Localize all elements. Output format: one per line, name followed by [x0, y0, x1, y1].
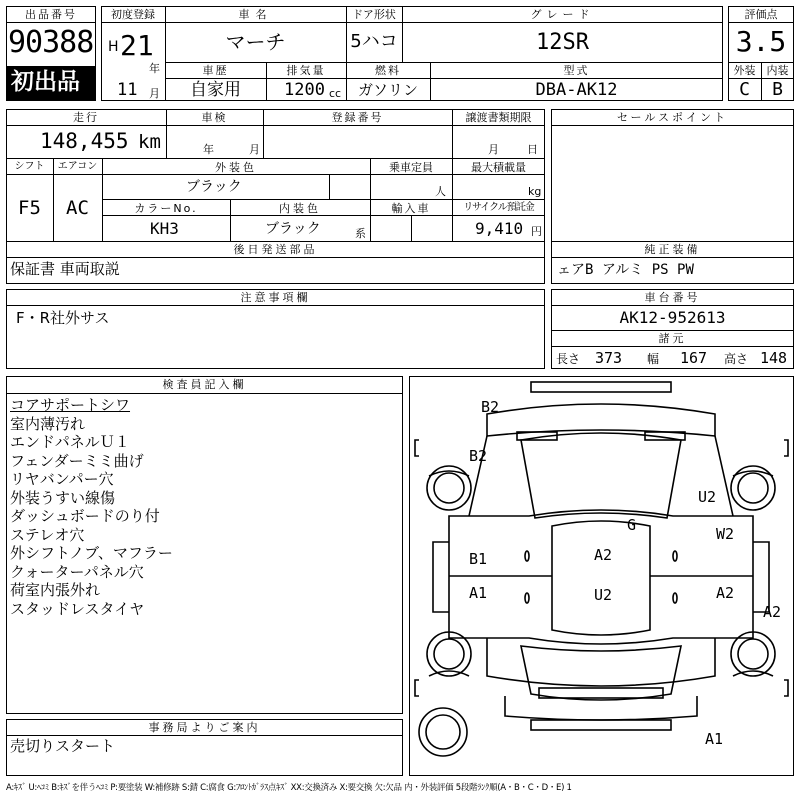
- mark-u2-right: U2: [698, 488, 717, 506]
- inspector-remark-line: 外装うすい線傷: [10, 488, 116, 507]
- roof-outline: [552, 521, 650, 635]
- inspection-month-unit: 月: [249, 143, 260, 156]
- displacement-unit: cc: [329, 87, 342, 100]
- registration-label: 登録番号: [331, 111, 384, 124]
- interior-color: ブラック: [265, 221, 321, 237]
- reg-month: 11: [117, 80, 138, 100]
- shift-value: F5: [18, 197, 41, 219]
- grade: 12SR: [536, 30, 589, 55]
- inspector-remark-line: 荷室内張外れ: [10, 581, 101, 599]
- dims-label: 諸元: [658, 332, 687, 345]
- later-parts: 保証書 車両取説: [10, 260, 120, 278]
- interior-score-label: 内装: [766, 64, 789, 77]
- length-value: 373: [595, 349, 623, 367]
- first-listing-badge-text: 初出品: [11, 69, 80, 95]
- inspector-remark-line: フェンダーミミ曲げ: [10, 451, 144, 470]
- exterior-score: C: [739, 79, 750, 100]
- mark-b2-left: B2: [469, 447, 488, 465]
- mileage-value: 148,455: [40, 129, 129, 153]
- reg-year: 21: [120, 29, 154, 62]
- inspector-remark-line: エンドパネルＵ１: [10, 433, 130, 451]
- displacement-label: 排気量: [286, 64, 326, 77]
- rear-window-outline: [521, 646, 681, 700]
- mark-a2-far: A2: [763, 603, 782, 621]
- interior-color-suffix: 系: [355, 227, 366, 240]
- displacement: 1200: [284, 80, 325, 100]
- rear-bumper-outline: [531, 720, 671, 730]
- car-diagram: [409, 376, 794, 776]
- reg-month-unit: 月: [149, 87, 160, 100]
- color-no: KH3: [150, 219, 179, 238]
- notes: F・R社外サス: [16, 309, 110, 327]
- capacity-unit: 人: [435, 185, 446, 198]
- recycle-unit: 円: [531, 225, 542, 238]
- mark-w2: W2: [716, 525, 735, 543]
- later-parts-label: 後日発送部品: [233, 243, 318, 256]
- first-listing-badge: [7, 66, 95, 100]
- inspector-remark-line: 外シフトノブ、マフラー: [10, 544, 173, 562]
- recycle-value: 9,410: [475, 219, 524, 238]
- exterior-color-label: 外装色: [215, 161, 257, 174]
- inspector-remark-line: ステレオ穴: [10, 525, 85, 544]
- first-reg-label: 初度登録: [111, 8, 155, 21]
- height-label: 高さ: [724, 352, 749, 366]
- load-label: 最大積載量: [471, 161, 526, 174]
- shift-label: シフト: [14, 161, 45, 172]
- chassis-number: AK12-952613: [619, 308, 726, 327]
- transfer-label: 譲渡書類期限: [465, 111, 532, 124]
- length-label: 長さ: [556, 352, 581, 366]
- inspector-remark-line: コアサポートシワ: [10, 396, 131, 414]
- mark-b2-top: B2: [481, 398, 500, 416]
- reg-year-unit: 年: [149, 62, 160, 75]
- inspector-remark-line: クォーターパネル穴: [10, 562, 144, 581]
- interior-color-label: 内装色: [279, 202, 321, 215]
- mark-a1-left: A1: [469, 584, 488, 602]
- inspector-label: 検査員記入欄: [162, 378, 247, 391]
- chassis-label: 車台番号: [644, 291, 701, 304]
- capacity-label: 乗車定員: [389, 161, 433, 174]
- inspector-remark-line: ダッシュボードのり付: [10, 507, 160, 525]
- ac-value: AC: [66, 197, 89, 219]
- mark-u2-center: U2: [594, 586, 613, 604]
- inspection-label: 車検: [201, 111, 228, 124]
- notes-label: 注意事項欄: [240, 291, 311, 304]
- listing-number: 90388: [8, 25, 94, 60]
- recycle-label: リサイクル預託金: [463, 202, 534, 213]
- width-label: 幅: [647, 352, 660, 366]
- history-label: 車歴: [202, 64, 229, 77]
- inspector-remark-line: スタッドレスタイヤ: [10, 599, 145, 618]
- damage-legend: A:ｷｽﾞ U:ﾍｺﾐ B:ｷｽﾞを伴うﾍｺﾐ P:要塗装 W:補修跡 S:錆 C:腐食 G:ﾌﾛﾝﾄｶﾞﾗｽ点ｷｽﾞ XX:交換済み X:要交換 欠:欠品 内・外装評価 5段階ﾗﾝｸ順(A・B・C・D・E) 1: [6, 783, 572, 793]
- genuine-equipment: ェアB アルミ PS PW: [557, 262, 694, 278]
- cabin-outline: [449, 510, 753, 644]
- height-value: 148: [760, 349, 788, 367]
- mark-b1: B1: [469, 550, 488, 568]
- import-label: 輸入車: [391, 202, 431, 215]
- score-label: 評価点: [744, 8, 778, 21]
- load-unit: kg: [528, 185, 542, 198]
- mark-a2-center: A2: [594, 546, 613, 564]
- mileage-label: 走行: [73, 111, 99, 124]
- windshield-outline: [521, 433, 681, 518]
- mark-g: G: [627, 516, 637, 534]
- transfer-month-unit: 月: [488, 143, 499, 156]
- fuel-label: 燃料: [375, 64, 401, 77]
- exterior-score-label: 外装: [733, 64, 756, 77]
- mileage-unit: km: [138, 131, 161, 153]
- model-label: 型式: [563, 64, 590, 77]
- transfer-day-unit: 日: [527, 143, 538, 156]
- front-bumper-outline: [531, 382, 671, 392]
- model-code: DBA-AK12: [535, 80, 618, 100]
- mark-a2-right: A2: [716, 584, 735, 602]
- ac-label: エアコン: [57, 161, 98, 172]
- car-name: マーチ: [225, 30, 286, 54]
- office-label: 事務局よりご案内: [148, 721, 261, 734]
- mark-a1-bottom: A1: [705, 730, 724, 748]
- width-value: 167: [680, 349, 708, 367]
- office-notice: 売切りスタート: [10, 737, 116, 755]
- interior-score: B: [772, 79, 783, 100]
- exterior-color: ブラック: [186, 179, 242, 195]
- genuine-equipment-label: 純正装備: [644, 243, 701, 256]
- era: H: [108, 39, 119, 55]
- grade-label: グレード: [530, 8, 595, 21]
- inspection-year-unit: 年: [203, 143, 214, 156]
- inspector-remark-line: リヤバンパー穴: [10, 470, 114, 488]
- history: 自家用: [190, 80, 241, 100]
- sales-points-label: セールスポイント: [616, 111, 728, 124]
- door-label: ドア形状: [352, 8, 396, 21]
- listing-number-label: 出品番号: [25, 8, 77, 21]
- inspector-remark-line: 室内薄汚れ: [10, 414, 86, 433]
- car-name-label: 車名: [238, 8, 273, 21]
- door-type: 5ハコ: [350, 31, 398, 52]
- score-value: 3.5: [735, 25, 787, 58]
- color-no-label: カラーNo.: [134, 202, 198, 215]
- fuel: ガソリン: [357, 81, 418, 99]
